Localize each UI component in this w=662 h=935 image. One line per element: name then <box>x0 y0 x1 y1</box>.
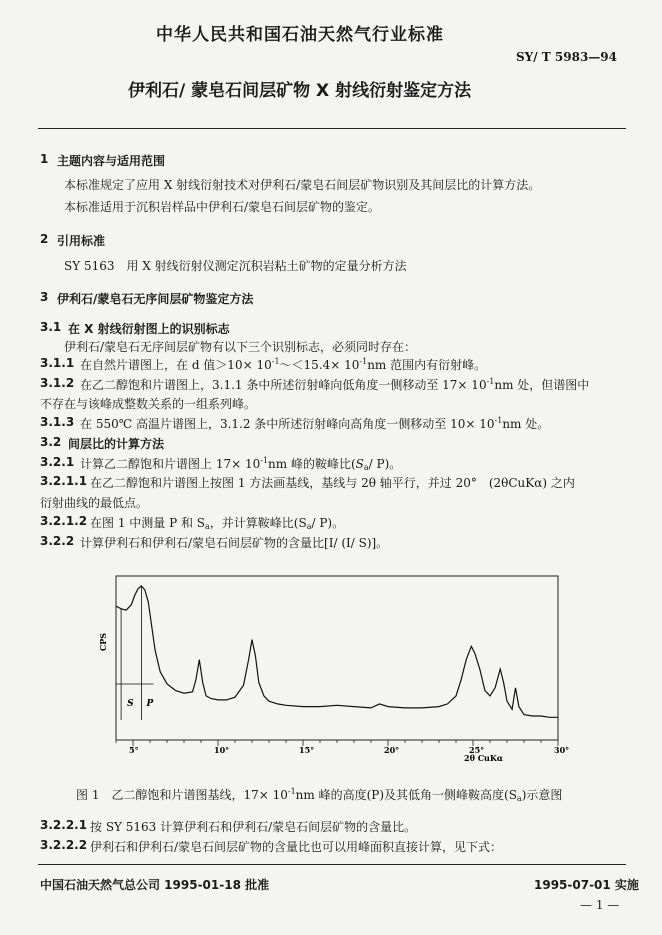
s311-exp2: -1 <box>359 357 368 366</box>
s311-post: nm 范围内有衍射峰。 <box>367 358 487 372</box>
caption-post: )示意图 <box>521 788 563 802</box>
s312-post: nm 处，但谱图中 <box>494 378 590 392</box>
effective-date: 1995-07-01 实施 <box>534 878 639 892</box>
footer-rule <box>38 864 626 865</box>
caption-exp: -1 <box>287 787 296 796</box>
section-3-title: 伊利石/蒙皂石无序间层矿物鉴定方法 <box>57 292 254 306</box>
x-tick-label: 10° <box>214 745 230 755</box>
section-3-2-1-number: 3.2.1 <box>40 455 75 469</box>
section-3-1-2-number: 3.1.2 <box>40 376 75 390</box>
s321-post: / P)。 <box>368 457 402 471</box>
section-3-2-2-2-number: 3.2.2.2 <box>40 838 88 852</box>
section-1-para-1: 本标准规定了应用 X 射线衍射技术对伊利石/蒙皂石间层矿物识别及其间层比的计算方法。 <box>64 178 541 192</box>
s321-exp: -1 <box>260 456 269 465</box>
x-tick-label: 5° <box>129 745 139 755</box>
header-rule <box>38 128 626 129</box>
s312-exp: -1 <box>486 377 495 386</box>
section-3-2-1-2-text <box>90 514 344 531</box>
org-title: 中华人民共和国石油天然气行业标准 <box>156 25 444 45</box>
plot-frame <box>116 576 558 740</box>
document-title: 伊利石/ 蒙皂石间层矿物 X 射线衍射鉴定方法 <box>128 81 472 101</box>
s3212-sub: a <box>205 522 210 531</box>
section-3-2-2-text: 计算伊利石和伊利石/蒙皂石间层矿物的含量比[I/ (I/ S)]。 <box>80 536 389 550</box>
diffraction-curve <box>116 586 558 717</box>
section-3-2-1-1-line-2: 衍射曲线的最低点。 <box>40 496 149 510</box>
section-3-2-1-1-text: 在乙二醇饱和片谱图上按图 1 方法画基线，基线与 2θ 轴平行，并过 20° (2θCuKα) 之内 <box>90 476 575 490</box>
s313-pre: 在 550℃ 高温片谱图上，3.1.2 条中所述衍射峰向高角度一侧移动至 10× 10 <box>80 417 495 431</box>
s3212-sub2: a <box>306 522 312 531</box>
section-3-number: 3 <box>40 290 49 304</box>
section-3-1-title: 在 X 射线衍射图上的识别标志 <box>68 322 230 336</box>
section-3-2-2-number: 3.2.2 <box>40 534 75 548</box>
s311-mid: ～＜15.4× 10 <box>279 358 360 372</box>
section-3-2-number: 3.2 <box>40 435 62 449</box>
xrd-figure <box>90 572 580 772</box>
section-1-title: 主题内容与适用范围 <box>57 154 166 168</box>
x-tick-label: 20° <box>384 745 400 755</box>
section-3-1-1-number: 3.1.1 <box>40 356 75 370</box>
s313-exp: -1 <box>494 416 503 425</box>
section-2-number: 2 <box>40 232 49 246</box>
caption-sub: a <box>516 794 522 803</box>
section-3-2-2-2-text: 伊利石和伊利石/蒙皂石间层矿物的含量比也可以用峰面积直接计算，见下式： <box>90 840 503 854</box>
y-axis-label: CPS <box>98 632 108 652</box>
s311-exp1: -1 <box>271 357 280 366</box>
section-3-1-3-text <box>80 415 549 432</box>
section-3-2-1-1-number: 3.2.1.1 <box>40 474 88 488</box>
s321-mid: nm 峰的鞍峰比( <box>268 457 356 471</box>
section-3-1-3-number: 3.1.3 <box>40 415 75 429</box>
section-3-2-2-1-number: 3.2.2.1 <box>40 818 88 832</box>
standard-code: SY/ T 5983—94 <box>516 50 617 64</box>
caption-mid: nm 峰的高度(P)及其低角一侧峰鞍高度(S <box>295 788 517 802</box>
x-axis-tick-labels <box>129 745 569 755</box>
s321-sub: a <box>363 463 369 472</box>
x-tick-label: 25° <box>469 745 485 755</box>
s3212-pre: 在图 1 中测量 P 和 S <box>90 516 206 530</box>
caption-pre: 图 1 乙二醇饱和片谱图基线，17× 10 <box>76 788 288 802</box>
section-3-2-2-1-text: 按 SY 5163 计算伊利石和伊利石/蒙皂石间层矿物的含量比。 <box>90 820 417 834</box>
approval-date: 中国石油天然气总公司 1995-01-18 批准 <box>40 878 270 892</box>
section-3-1-2-line-2: 不存在与该峰成整数关系的一组系列峰。 <box>40 397 257 411</box>
p-label: P <box>146 699 154 709</box>
page-number: — 1 — <box>580 898 620 912</box>
s311-pre: 在自然片谱图上，在 d 值＞10× 10 <box>80 358 272 372</box>
x-axis-label: 2θ CuKα <box>464 753 503 763</box>
s-label: S <box>127 699 134 709</box>
section-3-2-title: 间层比的计算方法 <box>68 437 165 451</box>
x-tick-label: 15° <box>299 745 315 755</box>
s321-var: S <box>355 457 364 471</box>
section-3-1-2-text <box>80 376 589 393</box>
section-1-number: 1 <box>40 152 49 166</box>
x-tick-label: 30° <box>554 745 570 755</box>
section-2-para-1: SY 5163 用 X 射线衍射仪测定沉积岩粘土矿物的定量分析方法 <box>64 259 407 273</box>
section-2-title: 引用标准 <box>57 234 106 248</box>
s3212-post: ，并计算鞍峰比(S <box>209 516 307 530</box>
section-3-1-number: 3.1 <box>40 320 62 334</box>
section-3-1-1-text <box>80 356 486 373</box>
section-1-para-2: 本标准适用于沉积岩样品中伊利石/蒙皂石间层矿物的鉴定。 <box>64 200 381 214</box>
s321-pre: 计算乙二醇饱和片谱图上 17× 10 <box>80 457 261 471</box>
s313-post: nm 处。 <box>502 417 550 431</box>
section-3-1-intro: 伊利石/蒙皂石无序间层矿物有以下三个识别标志，必须同时存在： <box>64 340 417 354</box>
s312-pre: 在乙二醇饱和片谱图上，3.1.1 条中所述衍射峰向低角度一侧移动至 17× 10 <box>80 378 487 392</box>
x-axis-ticks <box>116 740 558 746</box>
s3212-post2: / P)。 <box>311 516 345 530</box>
section-3-2-1-text <box>80 455 401 472</box>
section-3-2-1-2-number: 3.2.1.2 <box>40 514 88 528</box>
figure-caption <box>76 786 562 803</box>
